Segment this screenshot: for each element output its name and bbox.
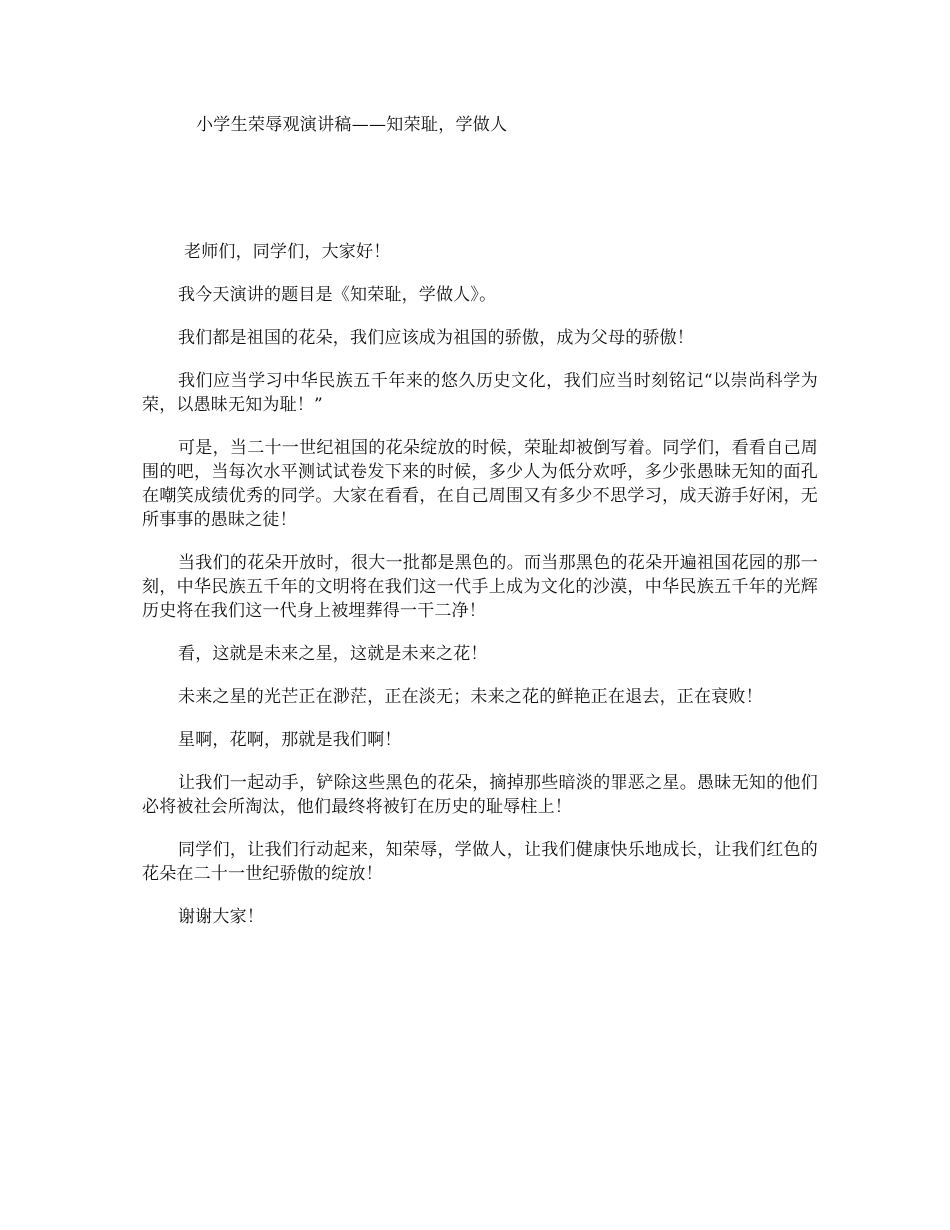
paragraph: 当我们的花朵开放时，很大一批都是黑色的。而当那黑色的花朵开遍祖国花园的那一刻，中华民族五千年的文明将在我们这一代手上成为文化的沙漠，中华民族五千年的光辉历史将在我们这一代身上被埋葬得一干二净！ (142, 553, 818, 621)
paragraph: 看，这就是未来之星，这就是未来之花！ (178, 644, 488, 664)
document-title: 小学生荣辱观演讲稿——知荣耻，学做人 (196, 115, 508, 135)
paragraph: 同学们，让我们行动起来，知荣辱，学做人，让我们健康快乐地成长，让我们红色的花朵在二十一世纪骄傲的绽放！ (142, 840, 818, 884)
paragraph: 我今天演讲的题目是《知荣耻，学做人》。 (178, 285, 497, 305)
paragraph: 我们应当学习中华民族五千年来的悠久历史文化，我们应当时刻铭记“以崇尚科学为荣，以愚昧无知为耻！” (142, 371, 818, 415)
paragraph: 让我们一起动手，铲除这些黑色的花朵，摘掉那些暗淡的罪恶之星。愚昧无知的他们必将被社会所淘汰，他们最终将被钉在历史的耻辱柱上！ (142, 773, 818, 817)
paragraph: 可是，当二十一世纪祖国的花朵绽放的时候，荣耻却被倒写着。同学们，看看自己周围的吧，当每次水平测试试卷发下来的时候，多少人为低分欢呼，多少张愚昧无知的面孔在嘲笑成绩优秀的同学。大家在看看，在自己周围又有多少不思学习，成天游手好闲，无所事事的愚昧之徒！ (142, 438, 818, 530)
paragraph: 我们都是祖国的花朵，我们应该成为祖国的骄傲，成为父母的骄傲！ (178, 328, 694, 348)
paragraph-closing: 谢谢大家！ (178, 907, 264, 927)
paragraph-greeting: 老师们，同学们，大家好！ (184, 242, 391, 262)
document-body (142, 240, 818, 948)
paragraph: 星啊，花啊，那就是我们啊！ (178, 730, 402, 750)
paragraph: 未来之星的光芒正在渺茫，正在淡无；未来之花的鲜艳正在退去，正在衰败！ (178, 687, 763, 707)
